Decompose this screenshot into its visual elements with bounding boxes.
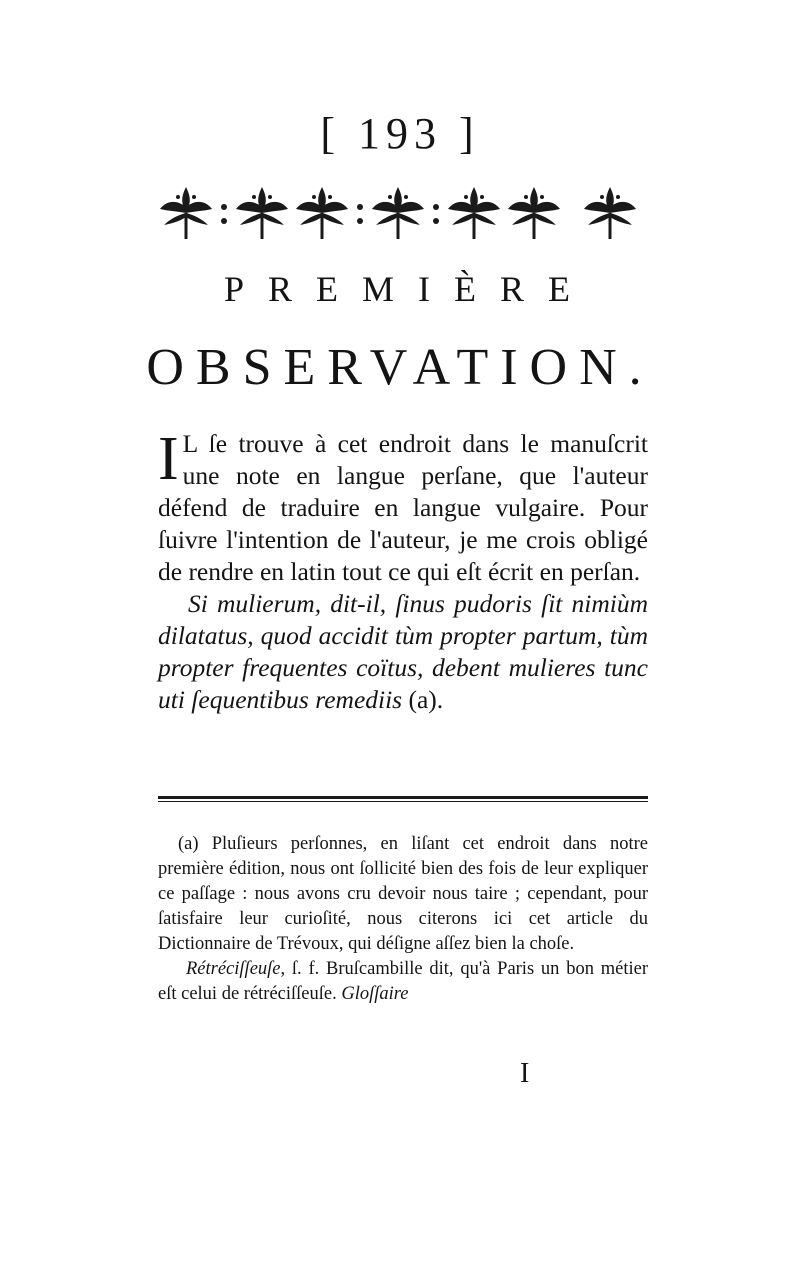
footnote-term: Rétréciſſeuſe (186, 959, 281, 979)
footnote-paragraph-1: (a) Pluſieurs perſonnes, en liſant cet endroit dans notre première édition, nous ont ſollicité bien des fois de leur expliquer ce paſſage : nous avons cru devoir nous taire ; cependant, pour ſatisfaire leur curioſité, nous citerons ici cet article du Dictionnaire de Trévoux, qui déſigne aſſez bien la choſe. (158, 834, 648, 954)
footnote (158, 832, 648, 1007)
title-observation: OBSERVATION. (146, 339, 654, 396)
signature-mark: I (520, 1058, 530, 1089)
title-premiere: PREMIÈRE (223, 269, 594, 309)
footnote-definition: , ſ. f. Bruſcambille dit, qu'à Paris un bon métier eſt celui de rétréciſſeuſe. (158, 959, 648, 1004)
fleuron-ornament-icon (158, 183, 642, 243)
main-text (158, 425, 648, 716)
footnote-reference: (a). (402, 685, 444, 714)
footnote-rule-thin (158, 801, 648, 802)
footnote-paragraph-2 (158, 957, 648, 1007)
page-number: [ 193 ] (320, 109, 480, 158)
footnote-rule-thick (158, 796, 648, 799)
paragraph-latin (158, 588, 648, 716)
paragraph-intro (158, 425, 648, 588)
paragraph-intro-text: L ſe trouve à cet endroit dans le manuſcrit une note en langue perſane, que l'auteur défend de traduire en langue vulgaire. Pour ſuivre l'intention de l'auteur, je me crois obligé de rendre en latin tout ce qui eſt écrit en perſan. (158, 429, 648, 586)
drop-cap: I (158, 425, 179, 493)
footnote-glossaire: Gloſſaire (341, 984, 409, 1004)
latin-quote: Si mulierum, dit-il, ſinus pudoris ſit nimiùm dilatatus, quod accidit tùm propter partum, tùm propter frequentes coïtus, debent mulieres tunc uti ſequentibus remediis (158, 589, 648, 714)
